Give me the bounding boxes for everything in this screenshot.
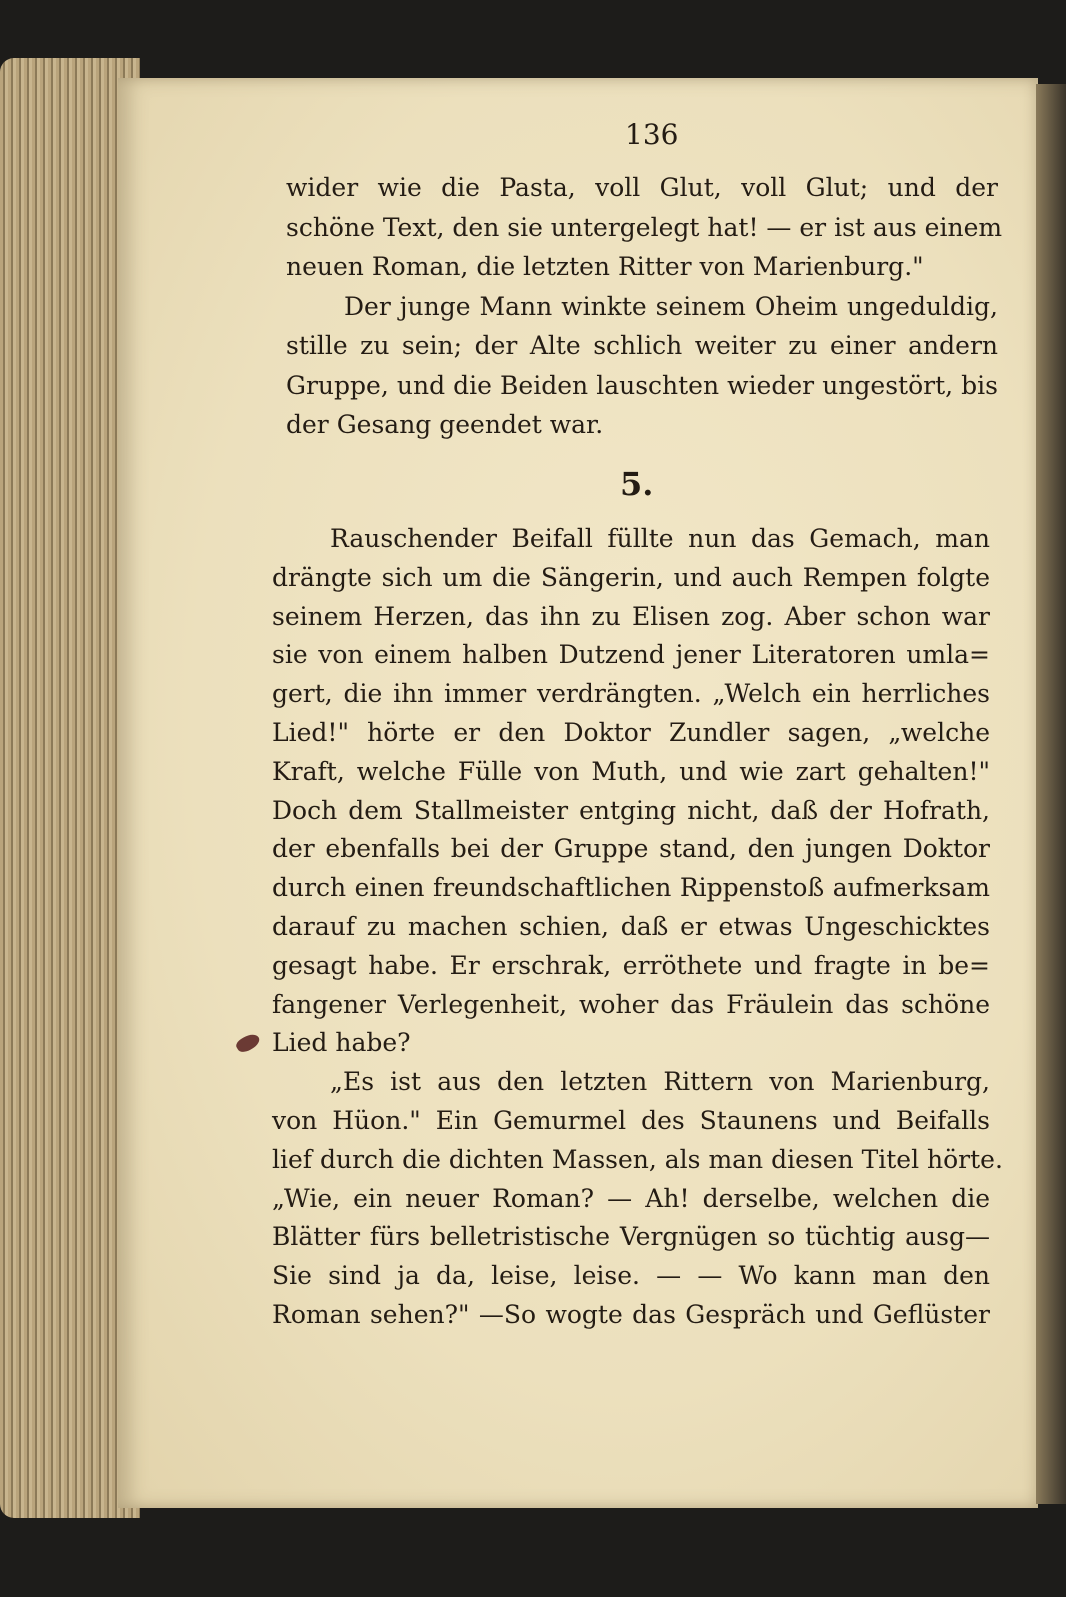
text-line: gert, die ihn immer verdrängten. „Welch ein herrliches: [272, 679, 990, 709]
text-line: Roman sehen?" —So wogte das Gespräch und Geflüster: [272, 1299, 990, 1329]
text-line: fangener Verlegenheit, woher das Fräulein das schöne: [272, 989, 990, 1019]
text-line: der Gesang geendet war.: [286, 410, 604, 439]
text-line: lief durch die dichten Massen, als man diesen Titel hörte.: [272, 1144, 1003, 1174]
text-line: „Wie, ein neuer Roman? — Ah! derselbe, welchen die: [272, 1183, 990, 1213]
text-line: darauf zu machen schien, daß er etwas Ungeschicktes: [272, 911, 990, 941]
text-line: „Es ist aus den letzten Rittern von Marienburg,: [330, 1067, 990, 1097]
text-line: Lied!" hörte er den Doktor Zundler sagen, „welche: [272, 717, 990, 747]
text-line: Sie sind ja da, leise, leise. — — Wo kann man den: [272, 1261, 990, 1291]
text-line: Lied habe?: [272, 1028, 411, 1058]
text-line: der ebenfalls bei der Gruppe stand, den jungen Doktor: [272, 834, 990, 864]
page-gutter-shadow: [1036, 84, 1066, 1504]
text-line: wider wie die Pasta, voll Glut, voll Glut; und der: [286, 173, 998, 202]
text-line: Kraft, welche Fülle von Muth, und wie zart gehalten!": [272, 756, 990, 786]
text-line: neuen Roman, die letzten Ritter von Marienburg.": [286, 252, 924, 281]
text-line: gesagt habe. Er erschrak, erröthete und fragte in be=: [272, 950, 990, 980]
text-line: von Hüon." Ein Gemurmel des Staunens und Beifalls: [272, 1105, 990, 1135]
text-line: Der junge Mann winkte seinem Oheim ungeduldig,: [344, 291, 998, 321]
text-line: seinem Herzen, das ihn zu Elisen zog. Aber schon war: [272, 601, 990, 631]
text-line: stille zu sein; der Alte schlich weiter zu einer andern: [286, 331, 998, 360]
text-line: Rauschender Beifall füllte nun das Gemach, man: [330, 524, 990, 553]
section-heading: 5.: [620, 465, 654, 503]
text-line: schöne Text, den sie untergelegt hat! — er ist aus einem: [286, 212, 1003, 242]
paragraph-1: [286, 168, 1003, 445]
text-line: Blätter fürs belletristische Vergnügen so tüchtig ausg—: [272, 1222, 990, 1252]
text-line: durch einen freundschaftlichen Rippenstoß aufmerksam: [272, 873, 990, 903]
text-line: sie von einem halben Dutzend jener Literatoren umla=: [272, 640, 990, 670]
text-line: drängte sich um die Sängerin, und auch Rempen folgte: [272, 562, 990, 592]
text-line: Gruppe, und die Beiden lauschten wieder ungestört, bis: [286, 370, 998, 400]
paragraph-2: [272, 520, 1003, 1335]
text-line: Doch dem Stallmeister entging nicht, daß der Hofrath,: [272, 795, 990, 825]
page-number: 136: [625, 118, 679, 151]
